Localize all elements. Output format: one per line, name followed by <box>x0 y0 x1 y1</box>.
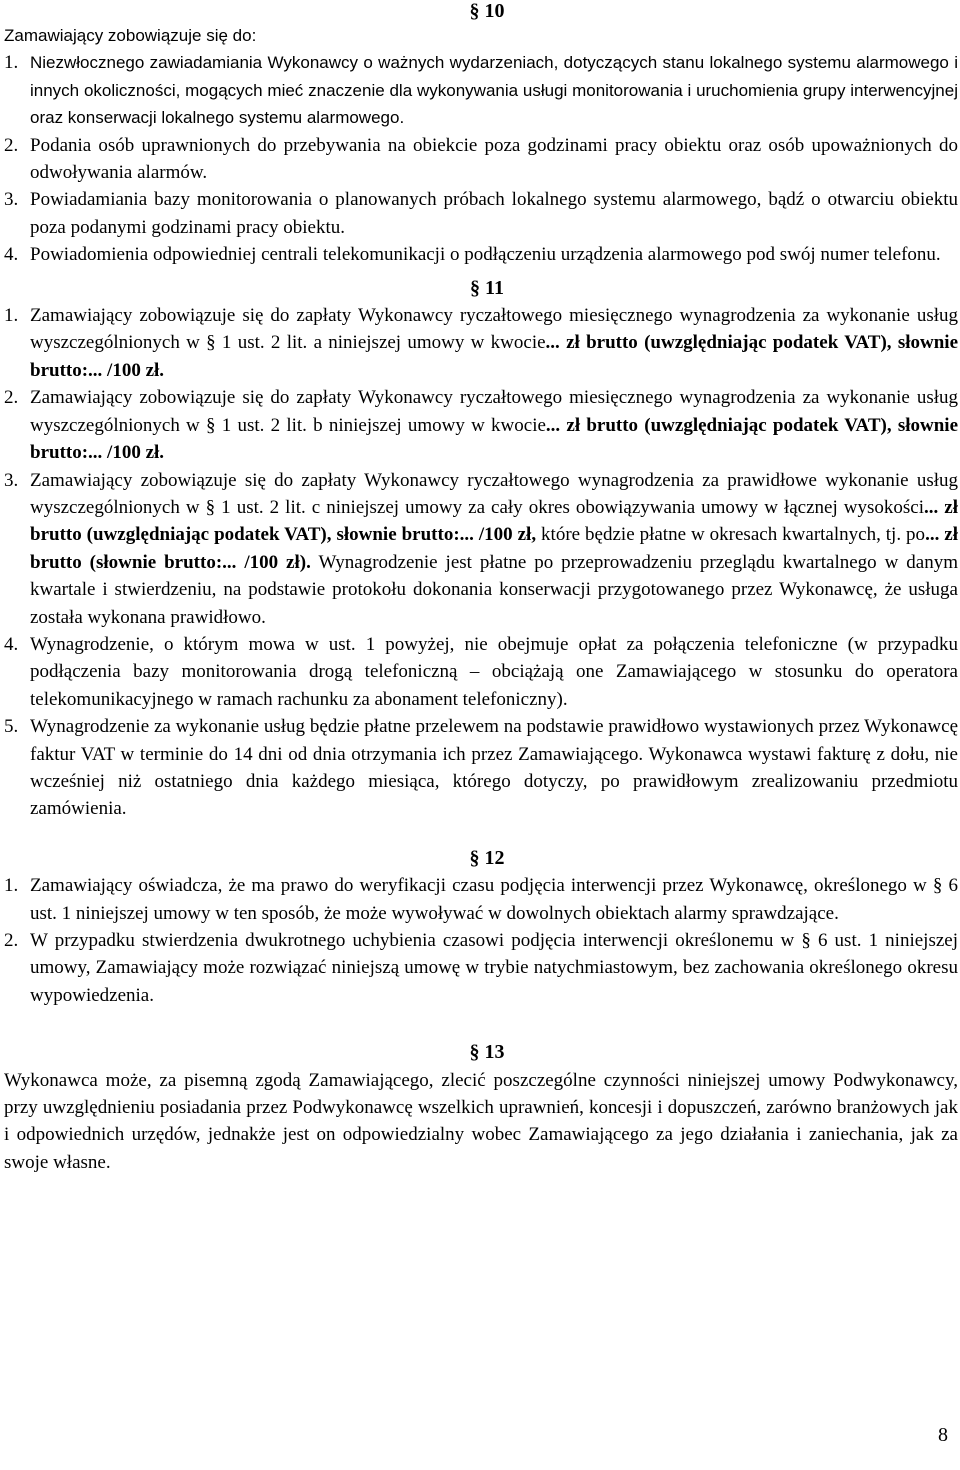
item-number: 1. <box>4 875 19 897</box>
document-page <box>4 0 958 1176</box>
item-number: 1. <box>4 305 19 327</box>
item-number: 1. <box>4 52 19 74</box>
list-item <box>4 241 958 268</box>
list-item <box>4 872 958 927</box>
list-item <box>4 302 958 384</box>
item-text <box>30 384 958 466</box>
list-item <box>4 132 958 187</box>
item-text: Powiadomienia odpowiedniej centrali telekomunikacji o podłączeniu urządzenia alarmowego pod swój numer telefonu. <box>30 244 941 266</box>
item-text <box>30 467 958 631</box>
list-item <box>4 631 958 713</box>
item-text: Powiadamiania bazy monitorowania o planowanych próbach lokalnego systemu alarmowego, bądź o otwarciu obiektu poza podanymi godzinami pracy obiektu. <box>30 189 958 238</box>
item-number: 2. <box>4 387 19 409</box>
section-10-intro: Zamawiający zobowiązuje się do: <box>4 26 257 45</box>
item-text: Zamawiający oświadcza, że ma prawo do weryfikacji czasu podjęcia interwencji przez Wykonawcę, określonego w § 6 ust. 1 niniejszej umowy w ten sposób, że może wywoływać w dowolnych obiektach alarmy sprawdzające. <box>30 875 958 924</box>
list-item <box>4 713 958 823</box>
section-heading-11: § 11 <box>470 276 504 299</box>
item-number: 4. <box>4 633 19 655</box>
item-text <box>30 302 958 384</box>
item-text-bold: ... zł brutto (uwzględniając podatek VAT), słownie brutto:... /100 zł. <box>30 332 958 381</box>
list-item <box>4 186 958 241</box>
item-text-bold: ... zł brutto (uwzględniając podatek VAT), słownie brutto:... /100 zł, <box>30 496 958 546</box>
item-text: Niezwłocznego zawiadamiania Wykonawcy o ważnych wydarzeniach, dotyczących stanu lokalnego systemu alarmowego i innych okoliczności, mogących mieć znaczenie dla wykonywania usługi monitorowania i uruchomienia grupy interwencyjnej oraz konserwacji lokalnego systemu alarmowego. <box>30 53 958 128</box>
item-text-plain: Zamawiający zobowiązuje się do zapłaty Wykonawcy ryczałtowego wynagrodzenia za prawidłowe wykonanie usług wyszczególnionych w § 1 ust. 2 lit. c niniejszej umowy za cały okres obowiązywania umowy w łącznej wysokości <box>30 469 958 518</box>
item-text-plain: Zamawiający zobowiązuje się do zapłaty Wykonawcy ryczałtowego miesięcznego wynagrodzenia za wykonanie usług wyszczególnionych w § 1 ust. 2 lit. a niniejszej umowy w kwocie <box>30 305 958 354</box>
item-text: W przypadku stwierdzenia dwukrotnego uchybienia czasowi podjęcia interwencji określonemu w § 6 ust. 1 niniejszej umowy, Zamawiający może rozwiązać niniejszą umowę w trybie natychmiastowym, bez zachowania określonego okresu wypowiedzenia. <box>30 930 958 1006</box>
list-item <box>4 927 958 1009</box>
list-item <box>4 467 958 631</box>
section-heading-12: § 12 <box>469 846 505 869</box>
item-text-plain-3: Wynagrodzenie jest płatne po przeprowadzeniu przeglądu kwartalnego w danym kwartale i stwierdzeniu, na podstawie protokołu dokonania konserwacji przygotowanego przez Wykonawcę, że usługa została wykonana prawidłowo. <box>30 551 958 628</box>
item-number: 5. <box>4 716 19 738</box>
section-heading-13: § 13 <box>469 1041 505 1064</box>
section-heading-10: § 10 <box>469 0 505 22</box>
item-text: Wynagrodzenie, o którym mowa w ust. 1 powyżej, nie obejmuje opłat za połączenia telefoniczne (w przypadku podłączenia bazy monitorowania drogą telefoniczną – obciążają one Zamawiającego w stosunku do operatora telekomunikacyjnego w ramach rachunku za abonament telefoniczny). <box>30 633 958 710</box>
item-number: 3. <box>4 469 19 491</box>
item-text: Podania osób uprawnionych do przebywania na obiekcie poza godzinami pracy obiektu oraz osób upoważnionych do odwoływania alarmów. <box>30 134 958 184</box>
list-item <box>4 384 958 466</box>
item-text-plain-2: które będzie płatne w okresach kwartalnych, tj. po <box>541 524 926 546</box>
item-text-plain: Zamawiający zobowiązuje się do zapłaty Wykonawcy ryczałtowego miesięcznego wynagrodzenia za wykonanie usług wyszczególnionych w § 1 ust. 2 lit. b niniejszej umowy w kwocie <box>30 387 958 436</box>
section-13-paragraph: Wykonawca może, za pisemną zgodą Zamawiającego, zlecić poszczególne czynności niniejszej umowy Podwykonawcy, przy uwzględnieniu posiadania przez Podwykonawcę wszelkich uprawnień, koncesji i dopuszczeń, zarówno branżowych jak i odpowiednich urzędów, jednakże jest on odpowiedzialny wobec Zamawiającego za jego działania i zaniechania, jak za swoje własne. <box>4 1069 958 1173</box>
list-item <box>4 49 958 131</box>
item-text-bold-2: ... zł brutto (słownie brutto:... /100 zł). <box>30 524 958 573</box>
item-text: Wynagrodzenie za wykonanie usług będzie płatne przelewem na podstawie prawidłowo wystawionych przez Wykonawcę faktur VAT w terminie do 14 dni od dnia otrzymania ich przez Zamawiającego. Wykonawca wystawi fakturę z dołu, nie wcześniej niż ostatniego dnia każdego miesiąca, którego dotyczy, po prawidłowym zrealizowaniu przedmiotu zamówienia. <box>30 716 958 820</box>
item-number: 4. <box>4 244 19 266</box>
item-text-bold: ... zł brutto (uwzględniając podatek VAT), słownie brutto:... /100 zł. <box>30 414 958 464</box>
item-number: 3. <box>4 189 19 211</box>
item-number: 2. <box>4 134 19 156</box>
item-number: 2. <box>4 930 19 951</box>
page-number: 8 <box>938 1424 948 1446</box>
